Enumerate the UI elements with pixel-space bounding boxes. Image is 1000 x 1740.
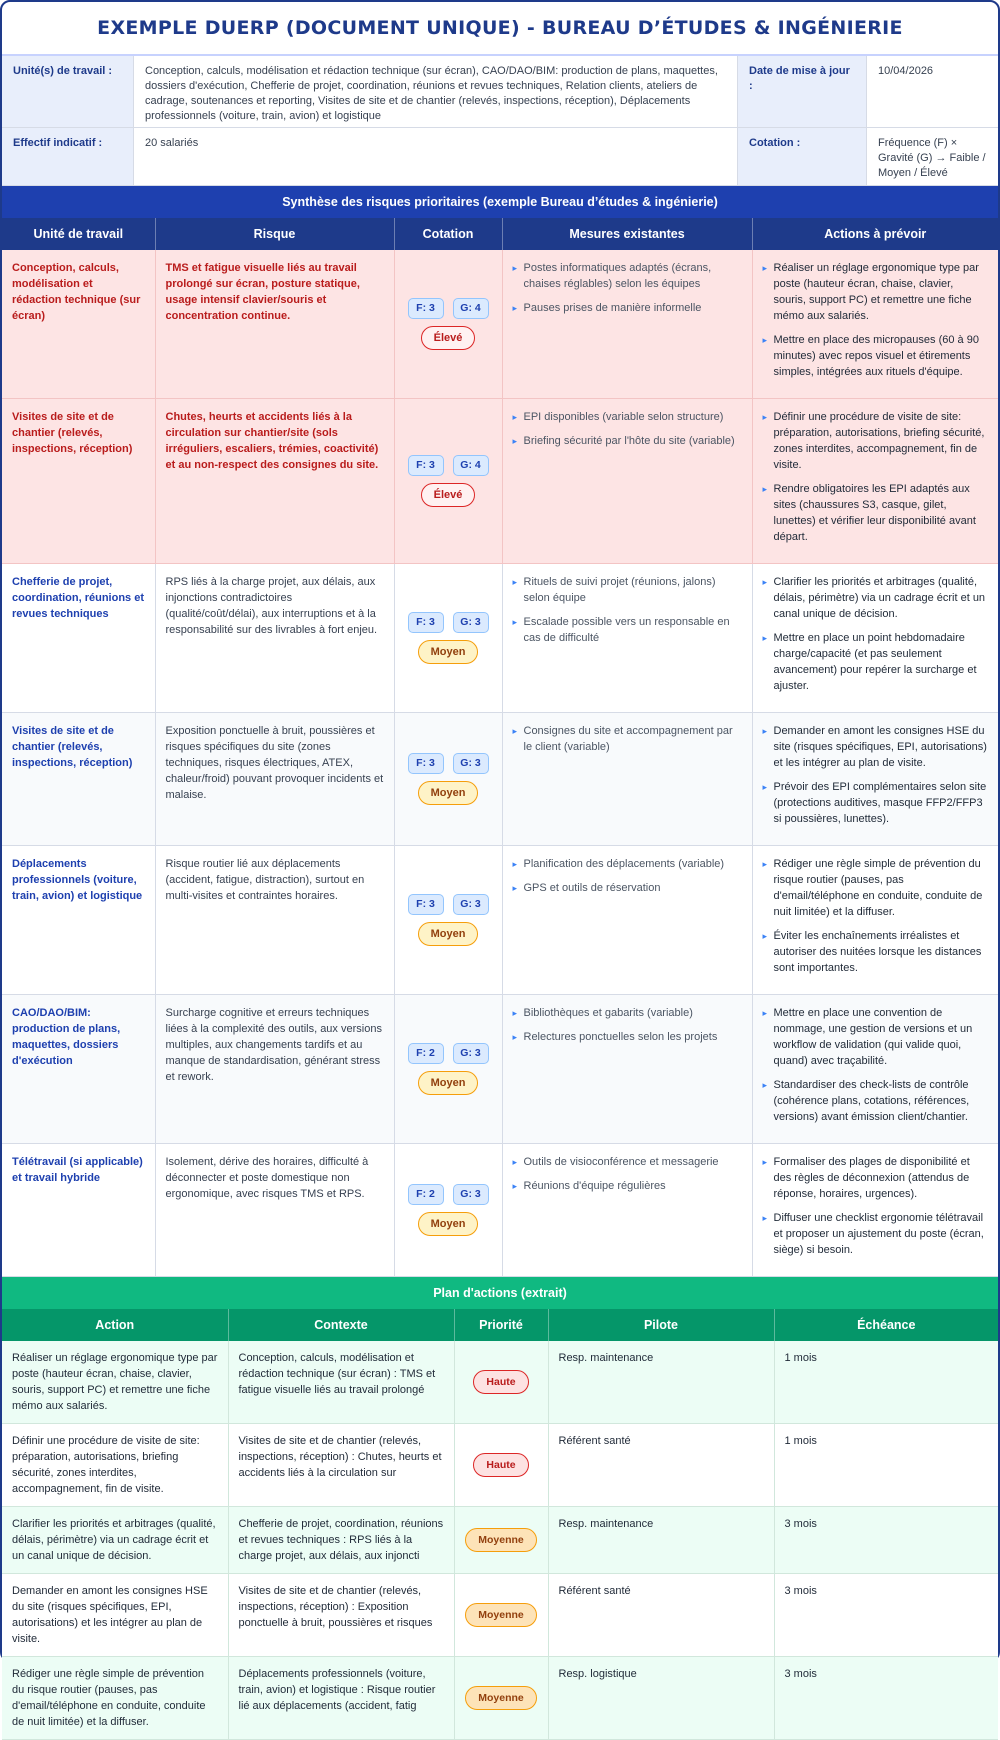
list-item: ▸ Diffuser une checklist ergonomie télétravail et proposer un ajustement du poste (écran, siège) si besoin. <box>763 1210 989 1258</box>
due-cell: 1 mois <box>774 1424 998 1507</box>
fg-tags <box>401 1184 496 1205</box>
level-badge: Moyen <box>418 922 479 946</box>
plan-section-title: Plan d'actions (extrait) <box>2 1277 998 1309</box>
rating-cell <box>394 995 502 1144</box>
action-cell: Clarifier les priorités et arbitrages (qualité, délais, périmètre) via un cadrage écrit et un canal unique de décision. <box>2 1507 228 1574</box>
measures-cell <box>502 250 752 399</box>
list-item: ▸ Planification des déplacements (variable) <box>513 856 742 872</box>
risk-cell: Exposition ponctuelle à bruit, poussières et risques spécifiques du site (zones techniques, risques électriques, ATEX, chaleur/froid) pouvant provoquer incidents et malaise. <box>155 713 394 846</box>
due-cell: 1 mois <box>774 1341 998 1424</box>
unit-cell: Chefferie de projet, coordination, réunions et revues techniques <box>2 564 155 713</box>
due-cell: 3 mois <box>774 1574 998 1657</box>
header-unit: Unité de travail <box>2 218 155 250</box>
measures-cell <box>502 713 752 846</box>
measures-list <box>513 574 742 646</box>
list-item: ▸ Rituels de suivi projet (réunions, jalons) selon équipe <box>513 574 742 606</box>
unit-cell: Déplacements professionnels (voiture, train, avion) et logistique <box>2 846 155 995</box>
table-row <box>2 846 998 995</box>
measures-cell <box>502 846 752 995</box>
fg-tags <box>401 298 496 319</box>
risk-section-title: Synthèse des risques prioritaires (exemple Bureau d’études & ingénierie) <box>2 186 998 218</box>
priority-badge: Moyenne <box>465 1528 537 1552</box>
table-row <box>2 1574 998 1657</box>
actions-cell <box>752 995 998 1144</box>
actions-list <box>763 856 989 976</box>
actions-cell <box>752 1144 998 1277</box>
rating-value: Fréquence (F) × Gravité (G) → Faible / Moyen / Élevé <box>867 128 998 186</box>
measures-cell <box>502 1144 752 1277</box>
unit-cell: Visites de site et de chantier (relevés, inspections, réception) <box>2 399 155 564</box>
actions-list <box>763 1154 989 1258</box>
table-row <box>2 399 998 564</box>
frequency-badge: F: 3 <box>408 455 444 476</box>
table-row <box>2 1144 998 1277</box>
risk-cell: Chutes, heurts et accidents liés à la circulation sur chantier/site (sols irréguliers, escaliers, trémies, coactivité) et au non-respect des consignes du site. <box>155 399 394 564</box>
unit-cell: Visites de site et de chantier (relevés, inspections, réception) <box>2 713 155 846</box>
measures-cell <box>502 399 752 564</box>
priority-cell <box>454 1657 548 1740</box>
frequency-badge: F: 2 <box>408 1043 444 1064</box>
list-item: ▸ Pauses prises de manière informelle <box>513 300 742 316</box>
priority-cell <box>454 1424 548 1507</box>
pilot-cell: Resp. logistique <box>548 1657 774 1740</box>
list-item: ▸ Rendre obligatoires les EPI adaptés aux sites (chaussures S3, casque, gilet, lunettes) et vérifier leur disponibilité avant départ. <box>763 481 989 545</box>
list-item: ▸ Postes informatiques adaptés (écrans, chaises réglables) selon les équipes <box>513 260 742 292</box>
frequency-badge: F: 3 <box>408 753 444 774</box>
measures-list <box>513 856 742 896</box>
context-cell: Déplacements professionnels (voiture, train, avion) et logistique : Risque routier lié aux déplacements (accident, fatig <box>228 1657 454 1740</box>
risk-cell: RPS liés à la charge projet, aux délais, aux injonctions contradictoires (qualité/coût/délai), aux interruptions et à la responsabilité sur des livrables à fort enjeu. <box>155 564 394 713</box>
date-label: Date de mise à jour : <box>738 56 867 128</box>
priority-badge: Moyenne <box>465 1603 537 1627</box>
actions-list <box>763 574 989 694</box>
list-item: ▸ EPI disponibles (variable selon structure) <box>513 409 742 425</box>
list-item: ▸ Standardiser des check-lists de contrôle (cohérence plans, cotations, références, versions) avant émission client/chantier. <box>763 1077 989 1125</box>
rating-cell <box>394 1144 502 1277</box>
table-row <box>2 1507 998 1574</box>
unit-cell: Télétravail (si applicable) et travail hybride <box>2 1144 155 1277</box>
action-cell: Définir une procédure de visite de site: préparation, autorisations, briefing sécurité, zones interdites, accompagnement, fin de visite. <box>2 1424 228 1507</box>
table-row <box>2 995 998 1144</box>
measures-list <box>513 1154 742 1194</box>
actions-list <box>763 260 989 380</box>
context-cell: Chefferie de projet, coordination, réunions et revues techniques : RPS liés à la charge projet, aux délais, aux injoncti <box>228 1507 454 1574</box>
units-label: Unité(s) de travail : <box>2 56 134 128</box>
rating-cell <box>394 846 502 995</box>
actions-list <box>763 1005 989 1125</box>
level-badge: Moyen <box>418 781 479 805</box>
unit-cell: Conception, calculs, modélisation et rédaction technique (sur écran) <box>2 250 155 399</box>
risk-cell: Surcharge cognitive et erreurs techniques liées à la complexité des outils, aux versions multiples, aux changements tardifs et au manque de standardisation, générant stress et rework. <box>155 995 394 1144</box>
fg-tags <box>401 753 496 774</box>
risk-table-header <box>2 218 998 250</box>
risk-table <box>2 218 998 1277</box>
risk-cell: TMS et fatigue visuelle liés au travail prolongé sur écran, posture statique, usage intensif clavier/souris et concentration continue. <box>155 250 394 399</box>
gravity-badge: G: 3 <box>453 753 489 774</box>
list-item: ▸ Bibliothèques et gabarits (variable) <box>513 1005 742 1021</box>
priority-cell <box>454 1574 548 1657</box>
gravity-badge: G: 3 <box>453 894 489 915</box>
table-row <box>2 564 998 713</box>
table-row <box>2 1424 998 1507</box>
info-grid <box>2 56 998 186</box>
pilot-cell: Référent santé <box>548 1574 774 1657</box>
list-item: ▸ GPS et outils de réservation <box>513 880 742 896</box>
rating-label: Cotation : <box>738 128 867 186</box>
list-item: ▸ Escalade possible vers un responsable en cas de difficulté <box>513 614 742 646</box>
header-measures: Mesures existantes <box>502 218 752 250</box>
frequency-badge: F: 3 <box>408 612 444 633</box>
level-badge: Moyen <box>418 1212 479 1236</box>
header-action: Action <box>2 1309 228 1341</box>
list-item: ▸ Outils de visioconférence et messagerie <box>513 1154 742 1170</box>
gravity-badge: G: 4 <box>453 455 489 476</box>
priority-cell <box>454 1341 548 1424</box>
measures-cell <box>502 995 752 1144</box>
action-cell: Rédiger une règle simple de prévention du risque routier (pauses, pas d'email/téléphone en conduite, conduite de nuit limitée) et la diffuser. <box>2 1657 228 1740</box>
list-item: ▸ Consignes du site et accompagnement par le client (variable) <box>513 723 742 755</box>
context-cell: Conception, calculs, modélisation et rédaction technique (sur écran) : TMS et fatigue visuelle liés au travail prolongé <box>228 1341 454 1424</box>
action-cell: Réaliser un réglage ergonomique type par poste (hauteur écran, chaise, clavier, souris, support PC) et remettre une fiche mémo aux salariés. <box>2 1341 228 1424</box>
priority-cell <box>454 1507 548 1574</box>
pilot-cell: Référent santé <box>548 1424 774 1507</box>
gravity-badge: G: 3 <box>453 1043 489 1064</box>
table-row <box>2 713 998 846</box>
measures-list <box>513 409 742 449</box>
rating-cell <box>394 250 502 399</box>
list-item: ▸ Demander en amont les consignes HSE du site (risques spécifiques, EPI, autorisations) et les intégrer au plan de visite. <box>763 723 989 771</box>
list-item: ▸ Rédiger une règle simple de prévention du risque routier (pauses, pas d'email/téléphone en conduite, conduite de nuit limitée) et la diffuser. <box>763 856 989 920</box>
actions-list <box>763 409 989 545</box>
action-cell: Demander en amont les consignes HSE du site (risques spécifiques, EPI, autorisations) et les intégrer au plan de visite. <box>2 1574 228 1657</box>
header-due: Échéance <box>774 1309 998 1341</box>
level-badge: Élevé <box>421 483 476 507</box>
actions-cell <box>752 713 998 846</box>
staff-value: 20 salariés <box>134 128 738 186</box>
plan-table <box>2 1309 998 1740</box>
level-badge: Moyen <box>418 1071 479 1095</box>
measures-list <box>513 723 742 755</box>
list-item: ▸ Réaliser un réglage ergonomique type par poste (hauteur écran, chaise, clavier, souris, support PC) et remettre une fiche mémo aux salariés. <box>763 260 989 324</box>
risk-cell: Isolement, dérive des horaires, difficulté à déconnecter et poste domestique non ergonomique, avec risques TMS et RPS. <box>155 1144 394 1277</box>
due-cell: 3 mois <box>774 1507 998 1574</box>
list-item: ▸ Mettre en place un point hebdomadaire charge/capacité (et pas seulement avancement) pour repérer la surcharge et ajuster. <box>763 630 989 694</box>
units-value: Conception, calculs, modélisation et rédaction technique (sur écran), CAO/DAO/BIM: production de plans, maquettes, dossiers d'exécution, Chefferie de projet, coordination, réunions et revues techniques, Relation clients, ateliers de cadrage, soutenances et reporting, Visites de site et de chantier (relevés, inspections, réception), Déplacements professionnels (voiture, train, avion) et logistique <box>134 56 738 128</box>
due-cell: 3 mois <box>774 1657 998 1740</box>
list-item: ▸ Relectures ponctuelles selon les projets <box>513 1029 742 1045</box>
pilot-cell: Resp. maintenance <box>548 1507 774 1574</box>
list-item: ▸ Prévoir des EPI complémentaires selon site (protections auditives, masque FFP2/FFP3 si poussières, lunettes). <box>763 779 989 827</box>
pilot-cell: Resp. maintenance <box>548 1341 774 1424</box>
frequency-badge: F: 3 <box>408 298 444 319</box>
gravity-badge: G: 3 <box>453 1184 489 1205</box>
date-value: 10/04/2026 <box>867 56 998 128</box>
actions-list <box>763 723 989 827</box>
list-item: ▸ Clarifier les priorités et arbitrages (qualité, délais, périmètre) via un cadrage écrit et un canal unique de décision. <box>763 574 989 622</box>
table-row <box>2 1657 998 1740</box>
list-item: ▸ Mettre en place des micropauses (60 à 90 minutes) avec repos visuel et étirements simples, intégrées aux rituels d'équipe. <box>763 332 989 380</box>
frequency-badge: F: 3 <box>408 894 444 915</box>
plan-table-header <box>2 1309 998 1341</box>
actions-cell <box>752 250 998 399</box>
level-badge: Élevé <box>421 326 476 350</box>
frequency-badge: F: 2 <box>408 1184 444 1205</box>
header-rating: Cotation <box>394 218 502 250</box>
table-row <box>2 1341 998 1424</box>
list-item: ▸ Mettre en place une convention de nommage, une gestion de versions et un workflow de validation (qui valide quoi, quand) avec traçabilité. <box>763 1005 989 1069</box>
header-priority: Priorité <box>454 1309 548 1341</box>
fg-tags <box>401 1043 496 1064</box>
document-title: EXEMPLE DUERP (DOCUMENT UNIQUE) - BUREAU D’ÉTUDES & INGÉNIERIE <box>2 2 998 56</box>
unit-cell: CAO/DAO/BIM: production de plans, maquettes, dossiers d'exécution <box>2 995 155 1144</box>
measures-list <box>513 260 742 316</box>
rating-cell <box>394 564 502 713</box>
header-context: Contexte <box>228 1309 454 1341</box>
header-actions: Actions à prévoir <box>752 218 998 250</box>
measures-cell <box>502 564 752 713</box>
table-row <box>2 250 998 399</box>
context-cell: Visites de site et de chantier (relevés, inspections, réception) : Chutes, heurts et accidents liés à la circulation sur <box>228 1424 454 1507</box>
list-item: ▸ Éviter les enchaînements irréalistes et autoriser des nuitées lorsque les distances sont importantes. <box>763 928 989 976</box>
list-item: ▸ Définir une procédure de visite de site: préparation, autorisations, briefing sécurité, zones interdites, accompagnement, fin de visite. <box>763 409 989 473</box>
gravity-badge: G: 4 <box>453 298 489 319</box>
fg-tags <box>401 894 496 915</box>
list-item: ▸ Réunions d'équipe régulières <box>513 1178 742 1194</box>
list-item: ▸ Briefing sécurité par l'hôte du site (variable) <box>513 433 742 449</box>
level-badge: Moyen <box>418 640 479 664</box>
priority-badge: Haute <box>473 1453 528 1477</box>
priority-badge: Haute <box>473 1370 528 1394</box>
rating-cell <box>394 399 502 564</box>
actions-cell <box>752 846 998 995</box>
actions-cell <box>752 564 998 713</box>
header-risk: Risque <box>155 218 394 250</box>
rating-cell <box>394 713 502 846</box>
risk-cell: Risque routier lié aux déplacements (accident, fatigue, distraction), surtout en multi-visites et contraintes horaires. <box>155 846 394 995</box>
gravity-badge: G: 3 <box>453 612 489 633</box>
actions-cell <box>752 399 998 564</box>
list-item: ▸ Formaliser des plages de disponibilité et des règles de déconnexion (attendus de réponse, horaires, urgences). <box>763 1154 989 1202</box>
measures-list <box>513 1005 742 1045</box>
staff-label: Effectif indicatif : <box>2 128 134 186</box>
fg-tags <box>401 455 496 476</box>
header-pilot: Pilote <box>548 1309 774 1341</box>
fg-tags <box>401 612 496 633</box>
context-cell: Visites de site et de chantier (relevés, inspections, réception) : Exposition ponctuelle à bruit, poussières et risques <box>228 1574 454 1657</box>
priority-badge: Moyenne <box>465 1686 537 1710</box>
